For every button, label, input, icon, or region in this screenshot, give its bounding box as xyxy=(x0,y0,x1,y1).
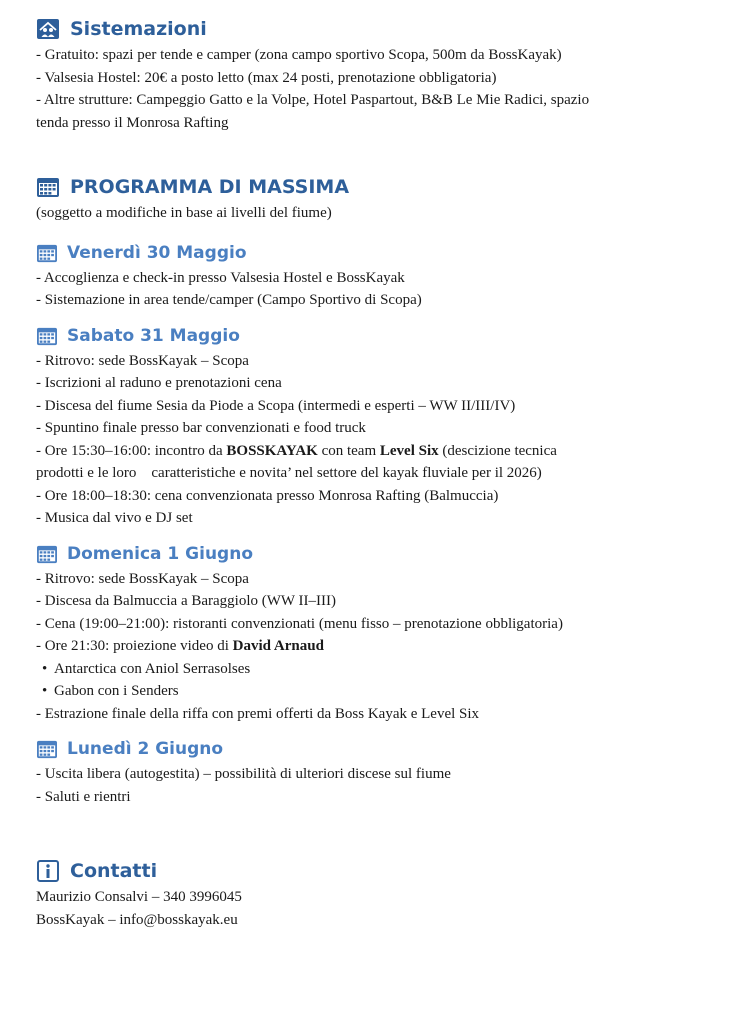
list-item: - Gratuito: spazi per tende e camper (zona campo sportivo Scopa, 500m da BossKayak) xyxy=(36,47,562,63)
section-title: PROGRAMMA DI MASSIMA xyxy=(70,176,350,198)
list-item: - Spuntino finale presso bar convenzionati e food truck xyxy=(36,420,366,436)
day-title: Lunedì 2 Giugno xyxy=(67,739,224,759)
calendar-icon xyxy=(36,243,58,263)
incontro-team: Level Six xyxy=(379,442,439,459)
list-item: - Ritrovo: sede BossKayak – Scopa xyxy=(36,352,249,369)
list-item-continuation: prodotti e le loro caratteristiche e novita’ nel settore del kayak fluviale per il 2026) xyxy=(36,465,542,481)
day-heading-lunedi xyxy=(36,735,726,763)
calendar-icon xyxy=(36,326,58,346)
document-page xyxy=(36,14,726,931)
list-item: - Musica dal vivo e DJ set xyxy=(36,510,193,526)
calendar-icon xyxy=(36,544,58,564)
bullet-dot-icon: • xyxy=(42,660,48,677)
list-item: - Ore 18:00–18:30: cena convenzionata presso Monrosa Rafting (Balmuccia) xyxy=(36,487,499,504)
section-title: Sistemazioni xyxy=(70,18,207,40)
list-item: - Accoglienza e check-in presso Valsesia Hostel e BossKayak xyxy=(36,269,405,286)
day-heading-sabato xyxy=(36,322,726,350)
list-item: - Altre strutture: Campeggio Gatto e la Volpe, Hotel Paspartout, B&B Le Mie Radici, spazio xyxy=(36,92,590,108)
section-heading-programma xyxy=(36,172,726,202)
programma-note: (soggetto a modifiche in base ai livelli del fiume) xyxy=(36,205,332,221)
list-item: - Ritrovo: sede BossKayak – Scopa xyxy=(36,570,249,587)
calendar-icon xyxy=(36,176,60,198)
bullet-text: Antarctica con Aniol Serrasolses xyxy=(54,660,251,677)
people-house-icon xyxy=(36,18,60,40)
contact-line: BossKayak – info@bosskayak.eu xyxy=(36,911,238,928)
list-item: - Iscrizioni al raduno e prenotazioni cena xyxy=(36,375,282,391)
list-item-incontro xyxy=(36,440,726,463)
section-heading-sistemazioni xyxy=(36,14,726,44)
day-title: Venerdì 30 Maggio xyxy=(67,242,247,263)
info-icon xyxy=(36,860,60,882)
list-item: - Discesa da Balmuccia a Baraggiolo (WW II–III) xyxy=(36,593,337,609)
list-item: - Discesa del fiume Sesia da Piode a Scopa (intermedi e esperti – WW II/III/IV) xyxy=(36,397,516,414)
video-author: David Arnaud xyxy=(232,638,324,654)
day-heading-domenica xyxy=(36,540,726,568)
day-heading-venerdi xyxy=(36,239,726,267)
bullet-item xyxy=(36,680,726,703)
bullet-item xyxy=(36,658,726,681)
list-item: - Saluti e rientri xyxy=(36,788,131,805)
bullet-text: Gabon con i Senders xyxy=(54,683,179,699)
contact-line: Maurizio Consalvi – 340 3996045 xyxy=(36,889,242,905)
video-pre: - Ore 21:30: proiezione video di xyxy=(36,638,233,654)
incontro-mid: con team xyxy=(317,442,380,459)
incontro-bosskayak: BOSSKAYAK xyxy=(226,442,318,459)
incontro-pre: - Ore 15:30–16:00: incontro da xyxy=(36,442,227,459)
day-title: Sabato 31 Maggio xyxy=(67,325,240,346)
bullet-dot-icon: • xyxy=(42,683,48,699)
calendar-icon xyxy=(36,739,58,759)
incontro-post: (descizione tecnica xyxy=(438,442,557,459)
day-title: Domenica 1 Giugno xyxy=(67,543,254,564)
list-item: - Estrazione finale della riffa con premi offerti da Boss Kayak e Level Six xyxy=(36,705,480,722)
section-title: Contatti xyxy=(70,860,158,882)
list-item: - Uscita libera (autogestita) – possibilità di ulteriori discese sul fiume xyxy=(36,766,451,782)
list-item: - Cena (19:00–21:00): ristoranti convenzionati (menu fisso – prenotazione obbligatoria) xyxy=(36,615,563,632)
list-item: - Sistemazione in area tende/camper (Campo Sportivo di Scopa) xyxy=(36,292,422,308)
section-heading-contatti xyxy=(36,856,726,886)
list-item: tenda presso il Monrosa Rafting xyxy=(36,114,229,131)
list-item-video xyxy=(36,635,726,658)
list-item: - Valsesia Hostel: 20€ a posto letto (max 24 posti, prenotazione obbligatoria) xyxy=(36,69,497,86)
